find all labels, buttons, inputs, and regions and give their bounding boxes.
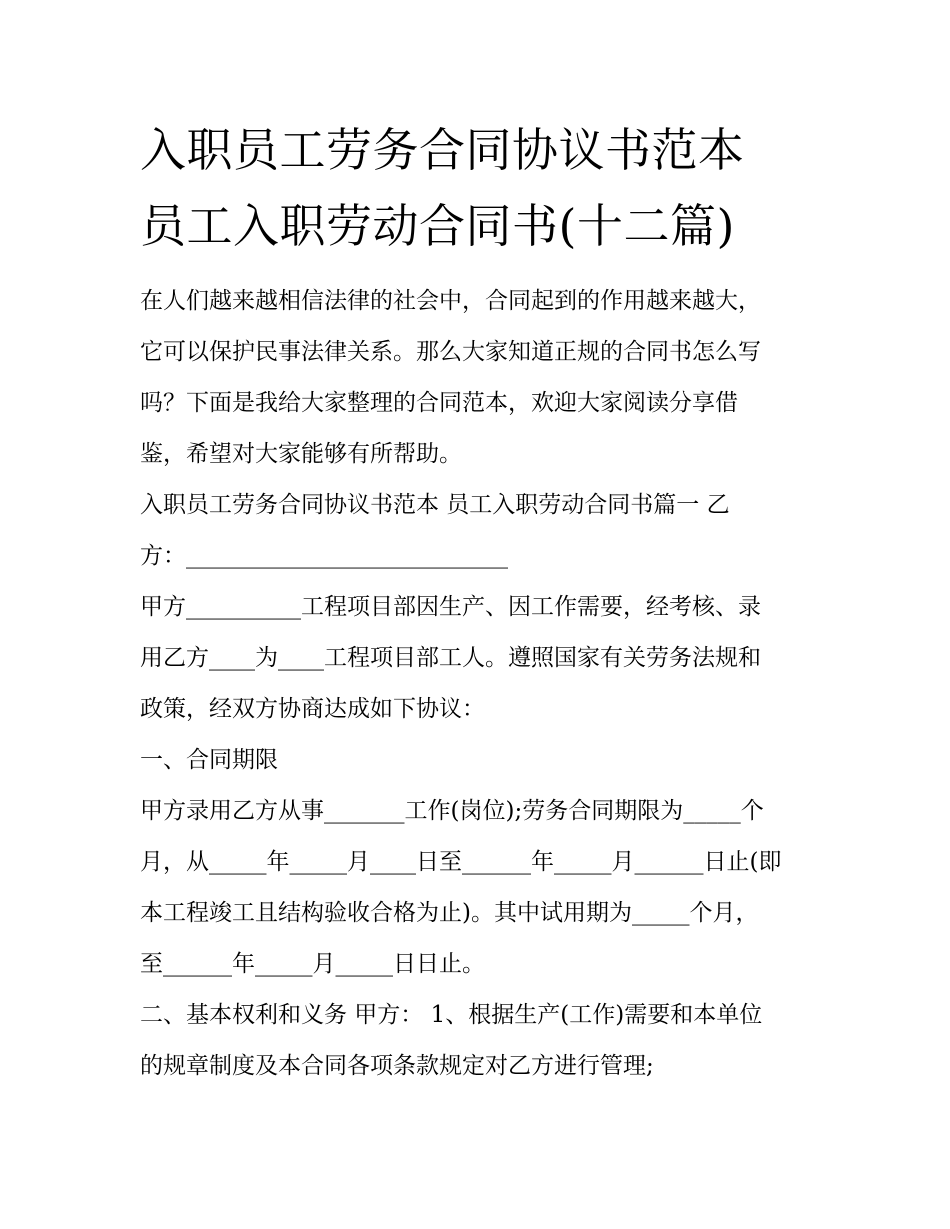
title-line: 入职员工劳务合同协议书范本 — [140, 123, 745, 177]
text-line: 用乙方____为____工程项目部工人。遵照国家有关劳务法规和 — [140, 645, 761, 671]
party-a-paragraph — [140, 582, 820, 735]
text-line: 鉴，希望对大家能够有所帮助。 — [140, 441, 462, 467]
text-line: 在人们越来越相信法律的社会中，合同起到的作用越来越大， — [140, 288, 761, 314]
section-heading-paragraph — [140, 480, 820, 582]
document-title — [140, 112, 820, 264]
clause-heading — [140, 735, 820, 786]
text-line: 方：____________________________ — [140, 543, 508, 569]
text-line: 二、基本权利和义务 甲方： 1、根据生产(工作)需要和本单位 — [140, 1002, 763, 1028]
text-line: 甲方录用乙方从事_______工作(岗位);劳务合同期限为_____个 — [140, 798, 764, 824]
contract-term-paragraph — [140, 786, 820, 990]
text-line: 本工程竣工且结构验收合格为止)。其中试用期为_____个月， — [140, 900, 759, 926]
text-line: 的规章制度及本合同各项条款规定对乙方进行管理; — [140, 1053, 654, 1079]
text-line: 至______年_____月_____日日止。 — [140, 951, 485, 977]
title-line: 员工入职劳动合同书(十二篇) — [140, 199, 735, 253]
text-line: 政策，经双方协商达成如下协议： — [140, 696, 485, 722]
text-line: 甲方__________工程项目部因生产、因工作需要，经考核、录 — [140, 594, 761, 620]
text-line: 吗？下面是我给大家整理的合同范本，欢迎大家阅读分享借 — [140, 390, 738, 416]
text-line: 月，从_____年_____月____日至______年_____月______日止(即 — [140, 849, 782, 875]
document-body — [140, 276, 820, 1092]
intro-paragraph — [140, 276, 820, 480]
text-line: 它可以保护民事法律关系。那么大家知道正规的合同书怎么写 — [140, 339, 761, 365]
text-line: 入职员工劳务合同协议书范本 员工入职劳动合同书篇一 乙 — [140, 492, 730, 518]
text-line: 一、合同期限 — [140, 747, 278, 773]
rights-duties-paragraph — [140, 990, 820, 1092]
